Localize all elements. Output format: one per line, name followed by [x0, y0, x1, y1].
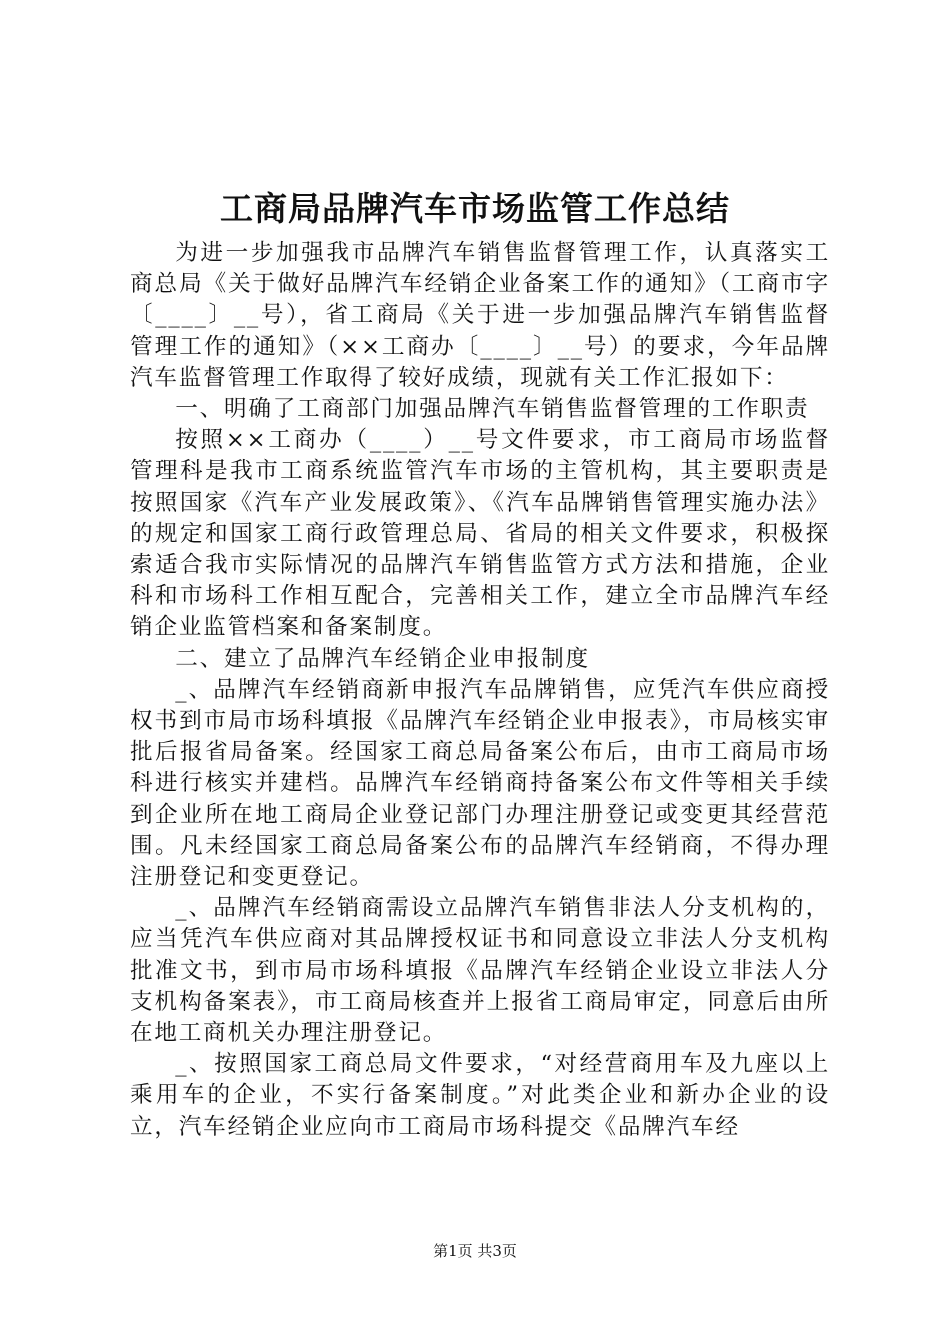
- paragraph-intro: 为进一步加强我市品牌汽车销售监督管理工作，认真落实工商总局《关于做好品牌汽车经销企业备案工作的通知》（工商市字〔____〕__号），省工商局《关于进一步加强品牌汽车销售监督管理工作的通知》（××工商办〔____〕__号）的要求，今年品牌汽车监督管理工作取得了较好成绩，现就有关工作汇报如下：: [130, 240, 830, 391]
- paragraph-item-2: _、品牌汽车经销商需设立品牌汽车销售非法人分支机构的，应当凭汽车供应商对其品牌授权证书和同意设立非法人分支机构批准文书，到市局市场科填报《品牌汽车经销企业设立非法人分支机构备案表》，市工商局核查并上报省工商局审定，同意后由所在地工商机关办理注册登记。: [130, 895, 830, 1047]
- document-body: [130, 238, 830, 1143]
- paragraph-section-1: 按照××工商办（____）__号文件要求，市工商局市场监督管理科是我市工商系统监管汽车市场的主管机构，其主要职责是按照国家《汽车产业发展政策》、《汽车品牌销售管理实施办法》的规定和国家工商行政管理总局、省局的相关文件要求，积极探索适合我市实际情况的品牌汽车销售监管方式方法和措施，企业科和市场科工作相互配合，完善相关工作，建立全市品牌汽车经销企业监管档案和备案制度。: [130, 427, 830, 641]
- section-heading-2: 二、建立了品牌汽车经销企业申报制度: [175, 645, 590, 672]
- page-number-footer: 第1页 共3页: [433, 1242, 517, 1260]
- paragraph-item-3: _、按照国家工商总局文件要求，“对经营商用车及九座以上乘用车的企业，不实行备案制度。”对此类企业和新办企业的设立，汽车经销企业应向市工商局市场科提交《品牌汽车经: [130, 1051, 830, 1140]
- paragraph-item-1: _、品牌汽车经销商新申报汽车品牌销售，应凭汽车供应商授权书到市局市场科填报《品牌汽车经销企业申报表》，市局核实审批后报省局备案。经国家工商总局备案公布后，由市工商局市场科进行核实并建档。品牌汽车经销商持备案公布文件等相关手续到企业所在地工商局企业登记部门办理注册登记或变更其经营范围。凡未经国家工商总局备案公布的品牌汽车经销商，不得办理注册登记和变更登记。: [130, 676, 830, 891]
- section-heading-1: 一、明确了工商部门加强品牌汽车销售监督管理的工作职责: [175, 396, 810, 423]
- document-title: 工商局品牌汽车市场监管工作总结: [220, 189, 730, 228]
